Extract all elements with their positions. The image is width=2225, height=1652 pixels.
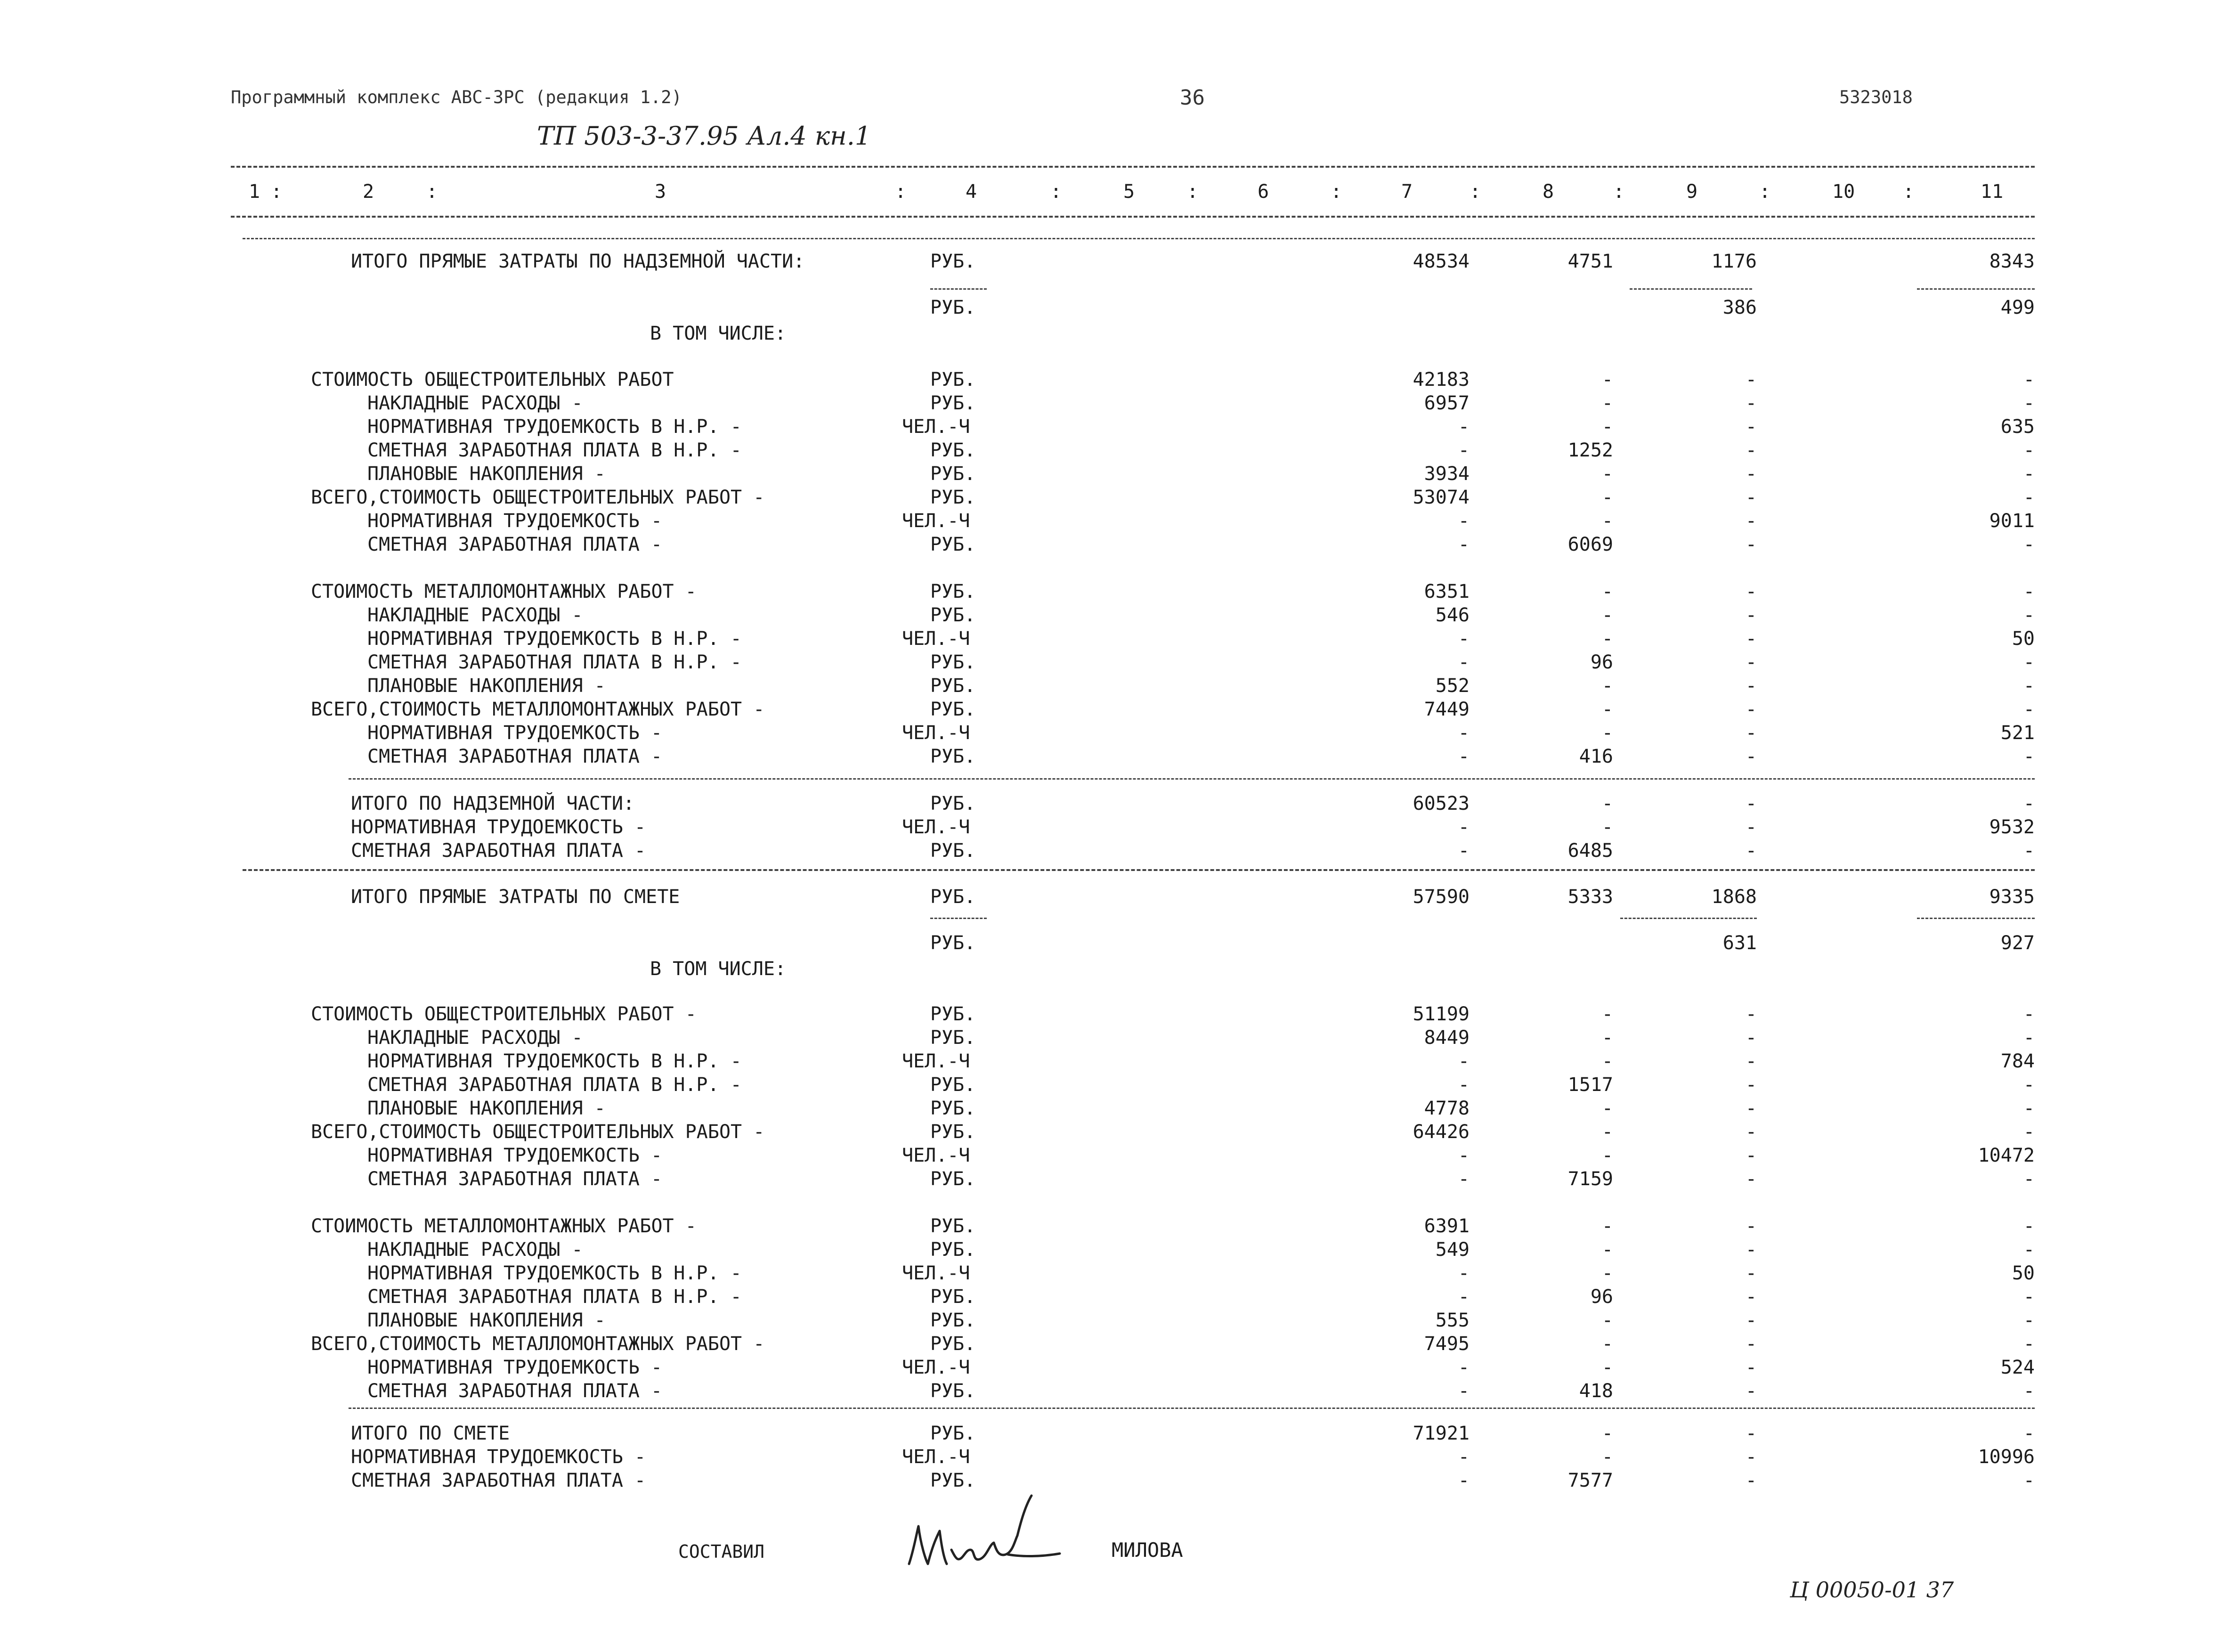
row-label: СМЕТНАЯ ЗАРАБОТНАЯ ПЛАТА - <box>367 746 663 767</box>
column-number: 6 <box>1258 181 1269 203</box>
cell-col11: - <box>2023 369 2035 391</box>
cell-col9: - <box>1745 1145 1757 1166</box>
cell-col9: - <box>1745 439 1757 461</box>
cell-col11: - <box>2023 1380 2035 1402</box>
cell-col11: - <box>2023 604 2035 626</box>
row-unit: РУБ. <box>930 1333 976 1355</box>
cell-col8: - <box>1601 1215 1613 1237</box>
cell-col9: - <box>1745 534 1757 555</box>
cell-col7: - <box>1458 722 1470 744</box>
cell-col8: 96 <box>1590 651 1613 673</box>
cell-col11: - <box>2023 840 2035 862</box>
row-unit: РУБ. <box>930 1215 976 1237</box>
row-label: СТОИМОСТЬ ОБЩЕСТРОИТЕЛЬНЫХ РАБОТ <box>311 369 674 391</box>
row-unit: ЧЕЛ.-Ч <box>902 1145 970 1166</box>
cell-col7: 53074 <box>1413 487 1470 508</box>
cell-col11: 10996 <box>1978 1446 2035 1468</box>
column-number: 2 <box>363 181 374 203</box>
cell-col8: - <box>1601 1357 1613 1378</box>
cell-col8: - <box>1601 1310 1613 1331</box>
cell-col9: - <box>1745 1310 1757 1331</box>
row-label: НОРМАТИВНАЯ ТРУДОЕМКОСТЬ - <box>367 1145 663 1166</box>
cell-col11: 784 <box>2000 1050 2035 1072</box>
cell-col8: - <box>1601 1121 1613 1143</box>
cell-col11: 521 <box>2000 722 2035 744</box>
cell-col7: - <box>1458 1050 1470 1072</box>
column-number: 9 <box>1686 181 1698 203</box>
cell-col9: - <box>1745 581 1757 602</box>
cell-col11: 10472 <box>1978 1145 2035 1166</box>
cell-col7: - <box>1458 439 1470 461</box>
row-unit: РУБ. <box>930 886 976 908</box>
row-unit: РУБ. <box>930 369 976 391</box>
row-unit: ЧЕЛ.-Ч <box>902 510 970 532</box>
cell-col9: - <box>1745 1121 1757 1143</box>
row-unit: РУБ. <box>930 1003 976 1025</box>
cell-col7: - <box>1458 651 1470 673</box>
document-code: 5323018 <box>1839 87 1913 107</box>
row-unit: РУБ. <box>930 1286 976 1308</box>
cell-col11: - <box>2023 1215 2035 1237</box>
cell-col7: 555 <box>1435 1310 1470 1331</box>
row-label: НОРМАТИВНАЯ ТРУДОЕМКОСТЬ - <box>367 722 663 744</box>
cell-col9: - <box>1745 1239 1757 1261</box>
compiled-label: СОСТАВИЛ <box>678 1541 765 1562</box>
cell-col9: - <box>1745 392 1757 414</box>
cell-col8: 1252 <box>1567 439 1613 461</box>
section-rule-2 <box>243 869 2035 871</box>
row-unit: ЧЕЛ.-Ч <box>902 816 970 838</box>
row-unit: РУБ. <box>930 439 976 461</box>
cell-col11: 927 <box>2000 932 2035 954</box>
cell-col11: - <box>2023 1027 2035 1049</box>
cell-col9: - <box>1745 1470 1757 1491</box>
cell-col8: - <box>1601 1098 1613 1119</box>
row-unit: РУБ. <box>930 1470 976 1491</box>
signature-icon <box>900 1493 1069 1578</box>
row-label: В ТОМ ЧИСЛЕ: <box>650 323 786 344</box>
table-top-rule <box>243 238 2035 239</box>
cell-col7: - <box>1458 840 1470 862</box>
row-label: НАКЛАДНЫЕ РАСХОДЫ - <box>367 604 583 626</box>
cell-col11: - <box>2023 392 2035 414</box>
row-label: НОРМАТИВНАЯ ТРУДОЕМКОСТЬ - <box>367 510 663 532</box>
column-separator: : <box>1187 181 1199 203</box>
cell-col7: 64426 <box>1413 1121 1470 1143</box>
cell-col7: 71921 <box>1413 1423 1470 1444</box>
row-label: СМЕТНАЯ ЗАРАБОТНАЯ ПЛАТА В Н.Р. - <box>367 1286 742 1308</box>
cell-col8: - <box>1601 1446 1613 1468</box>
unit-subtotal-rule <box>930 288 987 290</box>
row-unit: РУБ. <box>930 675 976 697</box>
row-label: ИТОГО ПО НАДЗЕМНОЙ ЧАСТИ: <box>351 793 635 814</box>
cell-col8: 6485 <box>1567 840 1613 862</box>
cell-col11: 9335 <box>1989 886 2035 908</box>
cell-col9: - <box>1745 487 1757 508</box>
cell-col7: 51199 <box>1413 1003 1470 1025</box>
cell-col7: - <box>1458 1145 1470 1166</box>
cell-col7: - <box>1458 1470 1470 1491</box>
row-unit: РУБ. <box>930 297 976 318</box>
row-unit: РУБ. <box>930 604 976 626</box>
cell-col8: - <box>1601 816 1613 838</box>
row-label: НАКЛАДНЫЕ РАСХОДЫ - <box>367 392 583 414</box>
row-label: НОРМАТИВНАЯ ТРУДОЕМКОСТЬ В Н.Р. - <box>367 1262 742 1284</box>
cell-col11: - <box>2023 651 2035 673</box>
col11-subtotal-rule <box>1917 288 2035 290</box>
cell-col9: - <box>1745 1286 1757 1308</box>
cell-col9: - <box>1745 675 1757 697</box>
cell-col7: - <box>1458 628 1470 650</box>
column-number: 10 <box>1832 181 1855 203</box>
program-name: Программный комплекс АВС-ЗРС (редакция 1.2) <box>231 87 682 107</box>
section-rule-3 <box>349 1408 2035 1409</box>
row-label: СТОИМОСТЬ МЕТАЛЛОМОНТАЖНЫХ РАБОТ - <box>311 581 697 602</box>
column-separator: : <box>895 181 907 203</box>
column-number: 1 <box>249 181 260 203</box>
cell-col9: - <box>1745 1446 1757 1468</box>
row-unit: РУБ. <box>930 251 976 272</box>
column-separator: : <box>426 181 438 203</box>
header-bottom-rule <box>231 216 2035 218</box>
row-unit: ЧЕЛ.-Ч <box>902 1357 970 1378</box>
cell-col9: - <box>1745 1168 1757 1190</box>
row-label: СМЕТНАЯ ЗАРАБОТНАЯ ПЛАТА В Н.Р. - <box>367 439 742 461</box>
cell-col7: 552 <box>1435 675 1470 697</box>
cell-col8: - <box>1601 1423 1613 1444</box>
compiler-name: МИЛОВА <box>1112 1538 1183 1562</box>
cell-col7: 6957 <box>1424 392 1470 414</box>
cell-col7: - <box>1458 1262 1470 1284</box>
cell-col7: - <box>1458 1286 1470 1308</box>
cell-col11: 9532 <box>1989 816 2035 838</box>
cell-col11: 8343 <box>1989 251 2035 272</box>
column-number: 5 <box>1123 181 1135 203</box>
cell-col7: - <box>1458 416 1470 438</box>
row-unit: РУБ. <box>930 746 976 767</box>
cell-col9: - <box>1745 699 1757 720</box>
row-unit: РУБ. <box>930 651 976 673</box>
cell-col8: 4751 <box>1567 251 1613 272</box>
row-label: НОРМАТИВНАЯ ТРУДОЕМКОСТЬ В Н.Р. - <box>367 628 742 650</box>
cell-col11: 499 <box>2000 297 2035 318</box>
cell-col9: - <box>1745 793 1757 814</box>
cell-col9: - <box>1745 510 1757 532</box>
column-number: 8 <box>1543 181 1554 203</box>
cell-col9: - <box>1745 628 1757 650</box>
cell-col7: - <box>1458 1074 1470 1096</box>
cell-col11: 50 <box>2012 1262 2035 1284</box>
row-label: В ТОМ ЧИСЛЕ: <box>650 958 786 980</box>
cell-col8: - <box>1601 581 1613 602</box>
row-unit: РУБ. <box>930 932 976 954</box>
cell-col9: 386 <box>1722 297 1757 318</box>
cell-col11: - <box>2023 439 2035 461</box>
cell-col11: - <box>2023 1286 2035 1308</box>
cell-col9: 631 <box>1722 932 1757 954</box>
cell-col7: 546 <box>1435 604 1470 626</box>
cell-col11: - <box>2023 1470 2035 1491</box>
cell-col9: - <box>1745 1074 1757 1096</box>
col9-subtotal-rule-2 <box>1620 918 1757 919</box>
cell-col11: - <box>2023 487 2035 508</box>
cell-col8: - <box>1601 699 1613 720</box>
cell-col8: - <box>1601 487 1613 508</box>
cell-col11: - <box>2023 1168 2035 1190</box>
cell-col11: - <box>2023 1239 2035 1261</box>
row-unit: РУБ. <box>930 487 976 508</box>
cell-col7: 48534 <box>1413 251 1470 272</box>
row-unit: РУБ. <box>930 581 976 602</box>
row-unit: ЧЕЛ.-Ч <box>902 1050 970 1072</box>
cell-col7: 4778 <box>1424 1098 1470 1119</box>
row-unit: РУБ. <box>930 463 976 485</box>
row-unit: РУБ. <box>930 793 976 814</box>
cell-col9: - <box>1745 1357 1757 1378</box>
cell-col9: - <box>1745 1050 1757 1072</box>
row-label: ИТОГО ПО СМЕТЕ <box>351 1423 510 1444</box>
cell-col9: - <box>1745 1262 1757 1284</box>
row-unit: РУБ. <box>930 392 976 414</box>
cell-col11: 524 <box>2000 1357 2035 1378</box>
cell-col8: 7159 <box>1567 1168 1613 1190</box>
row-unit: РУБ. <box>930 1074 976 1096</box>
handwritten-title: ТП 503-3-37.95 Ал.4 кн.1 <box>537 121 871 151</box>
cell-col8: - <box>1601 510 1613 532</box>
cell-col9: - <box>1745 1098 1757 1119</box>
row-label: СМЕТНАЯ ЗАРАБОТНАЯ ПЛАТА - <box>351 840 646 862</box>
row-unit: ЧЕЛ.-Ч <box>902 628 970 650</box>
cell-col7: - <box>1458 534 1470 555</box>
row-label: ПЛАНОВЫЕ НАКОПЛЕНИЯ - <box>367 675 606 697</box>
row-label: НОРМАТИВНАЯ ТРУДОЕМКОСТЬ - <box>351 816 646 838</box>
row-label: СМЕТНАЯ ЗАРАБОТНАЯ ПЛАТА - <box>367 1380 663 1402</box>
row-label: ИТОГО ПРЯМЫЕ ЗАТРАТЫ ПО СМЕТЕ <box>351 886 680 908</box>
row-label: СМЕТНАЯ ЗАРАБОТНАЯ ПЛАТА - <box>367 534 663 555</box>
row-label: НОРМАТИВНАЯ ТРУДОЕМКОСТЬ - <box>351 1446 646 1468</box>
cell-col9: - <box>1745 1333 1757 1355</box>
column-separator: : <box>1613 181 1625 203</box>
cell-col7: - <box>1458 816 1470 838</box>
cell-col9: - <box>1745 1380 1757 1402</box>
row-unit: ЧЕЛ.-Ч <box>902 1446 970 1468</box>
cell-col8: - <box>1601 604 1613 626</box>
cell-col8: - <box>1601 416 1613 438</box>
col11-subtotal-rule-2 <box>1917 918 2035 919</box>
cell-col8: - <box>1601 463 1613 485</box>
cell-col11: - <box>2023 1098 2035 1119</box>
column-number: 3 <box>655 181 666 203</box>
unit-subtotal-rule-2 <box>930 918 987 919</box>
cell-col8: - <box>1601 1003 1613 1025</box>
column-number: 4 <box>966 181 977 203</box>
cell-col8: - <box>1601 793 1613 814</box>
row-label: НОРМАТИВНАЯ ТРУДОЕМКОСТЬ В Н.Р. - <box>367 1050 742 1072</box>
row-unit: РУБ. <box>930 840 976 862</box>
cell-col8: - <box>1601 369 1613 391</box>
row-unit: РУБ. <box>930 534 976 555</box>
column-separator: : <box>1331 181 1342 203</box>
row-label: ИТОГО ПРЯМЫЕ ЗАТРАТЫ ПО НАДЗЕМНОЙ ЧАСТИ: <box>351 251 805 272</box>
cell-col11: - <box>2023 746 2035 767</box>
row-label: НОРМАТИВНАЯ ТРУДОЕМКОСТЬ - <box>367 1357 663 1378</box>
column-separator: : <box>1470 181 1481 203</box>
cell-col9: - <box>1745 416 1757 438</box>
row-unit: РУБ. <box>930 1121 976 1143</box>
cell-col7: 6351 <box>1424 581 1470 602</box>
cell-col11: - <box>2023 1074 2035 1096</box>
cell-col8: - <box>1601 1050 1613 1072</box>
row-label: ВСЕГО,СТОИМОСТЬ ОБЩЕСТРОИТЕЛЬНЫХ РАБОТ - <box>311 487 765 508</box>
cell-col9: - <box>1745 369 1757 391</box>
cell-col8: - <box>1601 1239 1613 1261</box>
cell-col11: 50 <box>2012 628 2035 650</box>
cell-col8: - <box>1601 1027 1613 1049</box>
cell-col7: - <box>1458 1446 1470 1468</box>
cell-col7: - <box>1458 1357 1470 1378</box>
cell-col8: 6069 <box>1567 534 1613 555</box>
cell-col8: - <box>1601 628 1613 650</box>
row-label: СТОИМОСТЬ ОБЩЕСТРОИТЕЛЬНЫХ РАБОТ - <box>311 1003 697 1025</box>
cell-col8: - <box>1601 392 1613 414</box>
cell-col8: 7577 <box>1567 1470 1613 1491</box>
cell-col11: - <box>2023 534 2035 555</box>
cell-col9: 1868 <box>1711 886 1757 908</box>
row-label: ВСЕГО,СТОИМОСТЬ МЕТАЛЛОМОНТАЖНЫХ РАБОТ - <box>311 1333 765 1355</box>
row-unit: РУБ. <box>930 1310 976 1331</box>
cell-col9: - <box>1745 1003 1757 1025</box>
cell-col7: - <box>1458 1168 1470 1190</box>
cell-col8: 5333 <box>1567 886 1613 908</box>
row-label: СТОИМОСТЬ МЕТАЛЛОМОНТАЖНЫХ РАБОТ - <box>311 1215 697 1237</box>
cell-col7: 60523 <box>1413 793 1470 814</box>
cell-col9: - <box>1745 651 1757 673</box>
cell-col8: - <box>1601 1145 1613 1166</box>
row-label: СМЕТНАЯ ЗАРАБОТНАЯ ПЛАТА В Н.Р. - <box>367 651 742 673</box>
cell-col7: 7495 <box>1424 1333 1470 1355</box>
row-label: ПЛАНОВЫЕ НАКОПЛЕНИЯ - <box>367 1098 606 1119</box>
cell-col9: - <box>1745 816 1757 838</box>
cell-col7: 57590 <box>1413 886 1470 908</box>
cell-col11: - <box>2023 699 2035 720</box>
cell-col9: - <box>1745 604 1757 626</box>
cell-col9: - <box>1745 1423 1757 1444</box>
cell-col8: 96 <box>1590 1286 1613 1308</box>
cell-col8: - <box>1601 1333 1613 1355</box>
cell-col9: - <box>1745 746 1757 767</box>
column-separator: : <box>1759 181 1771 203</box>
row-unit: ЧЕЛ.-Ч <box>902 722 970 744</box>
cell-col11: - <box>2023 1333 2035 1355</box>
row-label: ПЛАНОВЫЕ НАКОПЛЕНИЯ - <box>367 1310 606 1331</box>
section-rule-1 <box>349 778 2035 780</box>
cell-col8: - <box>1601 675 1613 697</box>
cell-col11: - <box>2023 1121 2035 1143</box>
row-label: СМЕТНАЯ ЗАРАБОТНАЯ ПЛАТА В Н.Р. - <box>367 1074 742 1096</box>
row-label: НОРМАТИВНАЯ ТРУДОЕМКОСТЬ В Н.Р. - <box>367 416 742 438</box>
row-unit: РУБ. <box>930 1027 976 1049</box>
row-unit: РУБ. <box>930 1168 976 1190</box>
cell-col7: 549 <box>1435 1239 1470 1261</box>
cell-col7: 6391 <box>1424 1215 1470 1237</box>
row-label: СМЕТНАЯ ЗАРАБОТНАЯ ПЛАТА - <box>351 1470 646 1491</box>
row-label: СМЕТНАЯ ЗАРАБОТНАЯ ПЛАТА - <box>367 1168 663 1190</box>
cell-col11: - <box>2023 675 2035 697</box>
cell-col8: - <box>1601 722 1613 744</box>
cell-col11: 635 <box>2000 416 2035 438</box>
cell-col7: 42183 <box>1413 369 1470 391</box>
col9-subtotal-rule <box>1630 288 1752 290</box>
handwritten-note: Ц 00050-01 37 <box>1790 1577 1954 1603</box>
header-top-rule <box>231 166 2035 168</box>
cell-col9: - <box>1745 463 1757 485</box>
row-label: ПЛАНОВЫЕ НАКОПЛЕНИЯ - <box>367 463 606 485</box>
page-number: 36 <box>1180 86 1205 110</box>
cell-col7: - <box>1458 1380 1470 1402</box>
cell-col8: 418 <box>1579 1380 1613 1402</box>
column-number: 7 <box>1401 181 1413 203</box>
cell-col11: - <box>2023 1423 2035 1444</box>
cell-col7: - <box>1458 510 1470 532</box>
row-label: НАКЛАДНЫЕ РАСХОДЫ - <box>367 1027 583 1049</box>
cell-col8: - <box>1601 1262 1613 1284</box>
row-unit: ЧЕЛ.-Ч <box>902 416 970 438</box>
cell-col8: 1517 <box>1567 1074 1613 1096</box>
column-number: 11 <box>1981 181 2004 203</box>
cell-col7: 7449 <box>1424 699 1470 720</box>
cell-col11: - <box>2023 1003 2035 1025</box>
row-unit: ЧЕЛ.-Ч <box>902 1262 970 1284</box>
cell-col11: - <box>2023 463 2035 485</box>
cell-col7: 3934 <box>1424 463 1470 485</box>
row-unit: РУБ. <box>930 1239 976 1261</box>
row-unit: РУБ. <box>930 699 976 720</box>
cell-col11: - <box>2023 1310 2035 1331</box>
cell-col11: - <box>2023 581 2035 602</box>
cell-col11: 9011 <box>1989 510 2035 532</box>
row-label: ВСЕГО,СТОИМОСТЬ МЕТАЛЛОМОНТАЖНЫХ РАБОТ - <box>311 699 765 720</box>
cell-col8: 416 <box>1579 746 1613 767</box>
column-separator: : <box>271 181 283 203</box>
cell-col11: - <box>2023 793 2035 814</box>
cell-col7: 8449 <box>1424 1027 1470 1049</box>
column-separator: : <box>1050 181 1062 203</box>
cell-col9: - <box>1745 1215 1757 1237</box>
row-unit: РУБ. <box>930 1380 976 1402</box>
row-unit: РУБ. <box>930 1098 976 1119</box>
row-label: НАКЛАДНЫЕ РАСХОДЫ - <box>367 1239 583 1261</box>
row-label: ВСЕГО,СТОИМОСТЬ ОБЩЕСТРОИТЕЛЬНЫХ РАБОТ - <box>311 1121 765 1143</box>
cell-col9: - <box>1745 722 1757 744</box>
row-unit: РУБ. <box>930 1423 976 1444</box>
column-separator: : <box>1903 181 1915 203</box>
cell-col7: - <box>1458 746 1470 767</box>
cell-col9: - <box>1745 840 1757 862</box>
cell-col9: 1176 <box>1711 251 1757 272</box>
cell-col9: - <box>1745 1027 1757 1049</box>
